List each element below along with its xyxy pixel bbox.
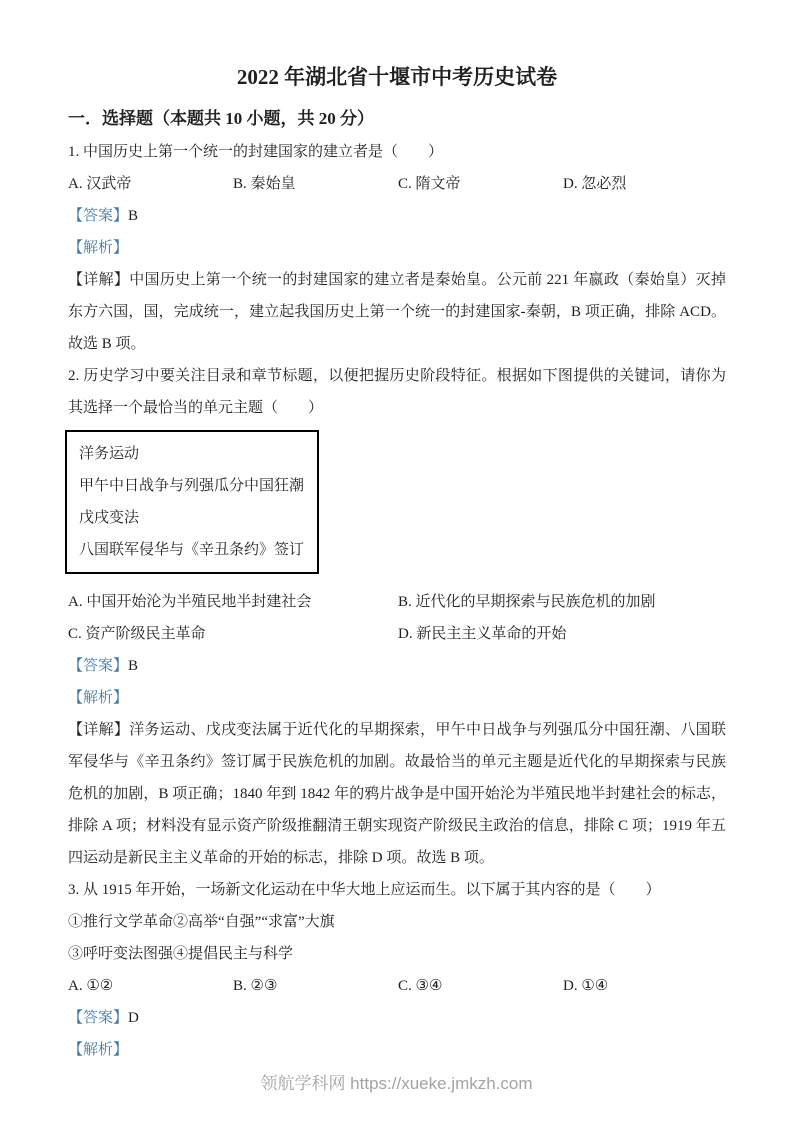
analysis-marker: 【解析】 (68, 1042, 129, 1058)
keyword-line: 戊戌变法 (79, 510, 140, 526)
answer-marker: 【答案】 (68, 208, 129, 224)
detail-text: 洋务运动、戊戌变法属于近代化的早期探索，甲午中日战争与列强瓜分中国狂潮、八国联军侵华与《辛丑条约》签订属于民族危机的加剧。故最恰当的单元主题是近代化的早期探索与民族危机的加剧，B 项正确；1840 年到 1842 年的鸦片战争是中国开始沦为半殖民地半封建社会的标志，排除 A 项；材料没有显示资产阶级推翻清王朝实现资产阶级民主政治的信息，排除 C 项；1919 年五四运动是新民主主义革命的开始的标志，排除 D 项。故选 B 项。 (68, 722, 726, 866)
question-1-option-a: A. 汉武帝 (68, 176, 132, 192)
detail-text: 中国历史上第一个统一的封建国家的建立者是秦始皇。公元前 221 年嬴政（秦始皇）灭掉东方六国，国，完成统一，建立起我国历史上第一个统一的封建国家-秦朝，B 项正确，排除 ACD。故选 B 项。 (68, 272, 726, 352)
question-2-keyword-box (65, 430, 319, 574)
question-2-options (68, 586, 726, 650)
question-1-option-b: B. 秦始皇 (233, 176, 296, 192)
question-2 (68, 360, 726, 874)
question-3 (68, 874, 726, 1066)
question-1-answer-line (68, 200, 726, 232)
detail-marker: 【详解】 (68, 272, 130, 288)
question-3-stem: 3. 从 1915 年开始，一场新文化运动在中华大地上应运而生。以下属于其内容的是（ ） (68, 882, 661, 898)
question-2-answer-line (68, 650, 726, 682)
question-2-stem: 2. 历史学习中要关注目录和章节标题，以便把握历史阶段特征。根据如下图提供的关键词，请你为其选择一个最恰当的单元主题（ ） (68, 368, 726, 416)
section-heading: 一．选择题（本题共 10 小题，共 20 分） (68, 109, 374, 128)
question-2-option-d: D. 新民主主义革命的开始 (398, 626, 567, 642)
question-2-option-b: B. 近代化的早期探索与民族危机的加剧 (398, 594, 656, 610)
keyword-line: 甲午中日战争与列强瓜分中国狂潮 (79, 478, 305, 494)
question-1-detail (68, 264, 726, 360)
keyword-line: 洋务运动 (79, 446, 140, 462)
question-2-option-c: C. 资产阶级民主革命 (68, 626, 206, 642)
question-1-option-c: C. 隋文帝 (398, 176, 461, 192)
question-3-subline-2: ③呼吁变法图强④提倡民主与科学 (68, 946, 294, 962)
question-1 (68, 136, 726, 360)
question-3-subline-1: ①推行文学革命②高举“自强”“求富”大旗 (68, 914, 335, 930)
question-3-answer-line (68, 1002, 726, 1034)
answer-value: D (128, 1010, 139, 1026)
question-3-options (68, 970, 726, 1002)
question-3-option-d: D. ①④ (563, 978, 609, 994)
footer-watermark: 领航学科网 https://xueke.jmkzh.com (260, 1074, 533, 1093)
question-3-analysis-line (68, 1034, 726, 1066)
question-3-option-c: C. ③④ (398, 978, 443, 994)
analysis-marker: 【解析】 (68, 690, 129, 706)
answer-value: B (128, 658, 139, 674)
answer-marker: 【答案】 (68, 1010, 129, 1026)
keyword-line: 八国联军侵华与《辛丑条约》签订 (79, 542, 305, 558)
question-2-option-a: A. 中国开始沦为半殖民地半封建社会 (68, 594, 312, 610)
question-1-option-d: D. 忽必烈 (563, 176, 627, 192)
question-2-analysis-line (68, 682, 726, 714)
question-2-detail (68, 714, 726, 874)
page-title: 2022 年湖北省十堰市中考历史试卷 (236, 65, 558, 89)
question-3-option-b: B. ②③ (233, 978, 278, 994)
answer-value: B (128, 208, 139, 224)
answer-marker: 【答案】 (68, 658, 129, 674)
question-3-option-a: A. ①② (68, 978, 114, 994)
question-1-stem: 1. 中国历史上第一个统一的封建国家的建立者是（ ） (68, 144, 444, 160)
question-1-options (68, 168, 726, 200)
detail-marker: 【详解】 (68, 722, 130, 738)
analysis-marker: 【解析】 (68, 240, 129, 256)
question-1-analysis-line (68, 232, 726, 264)
